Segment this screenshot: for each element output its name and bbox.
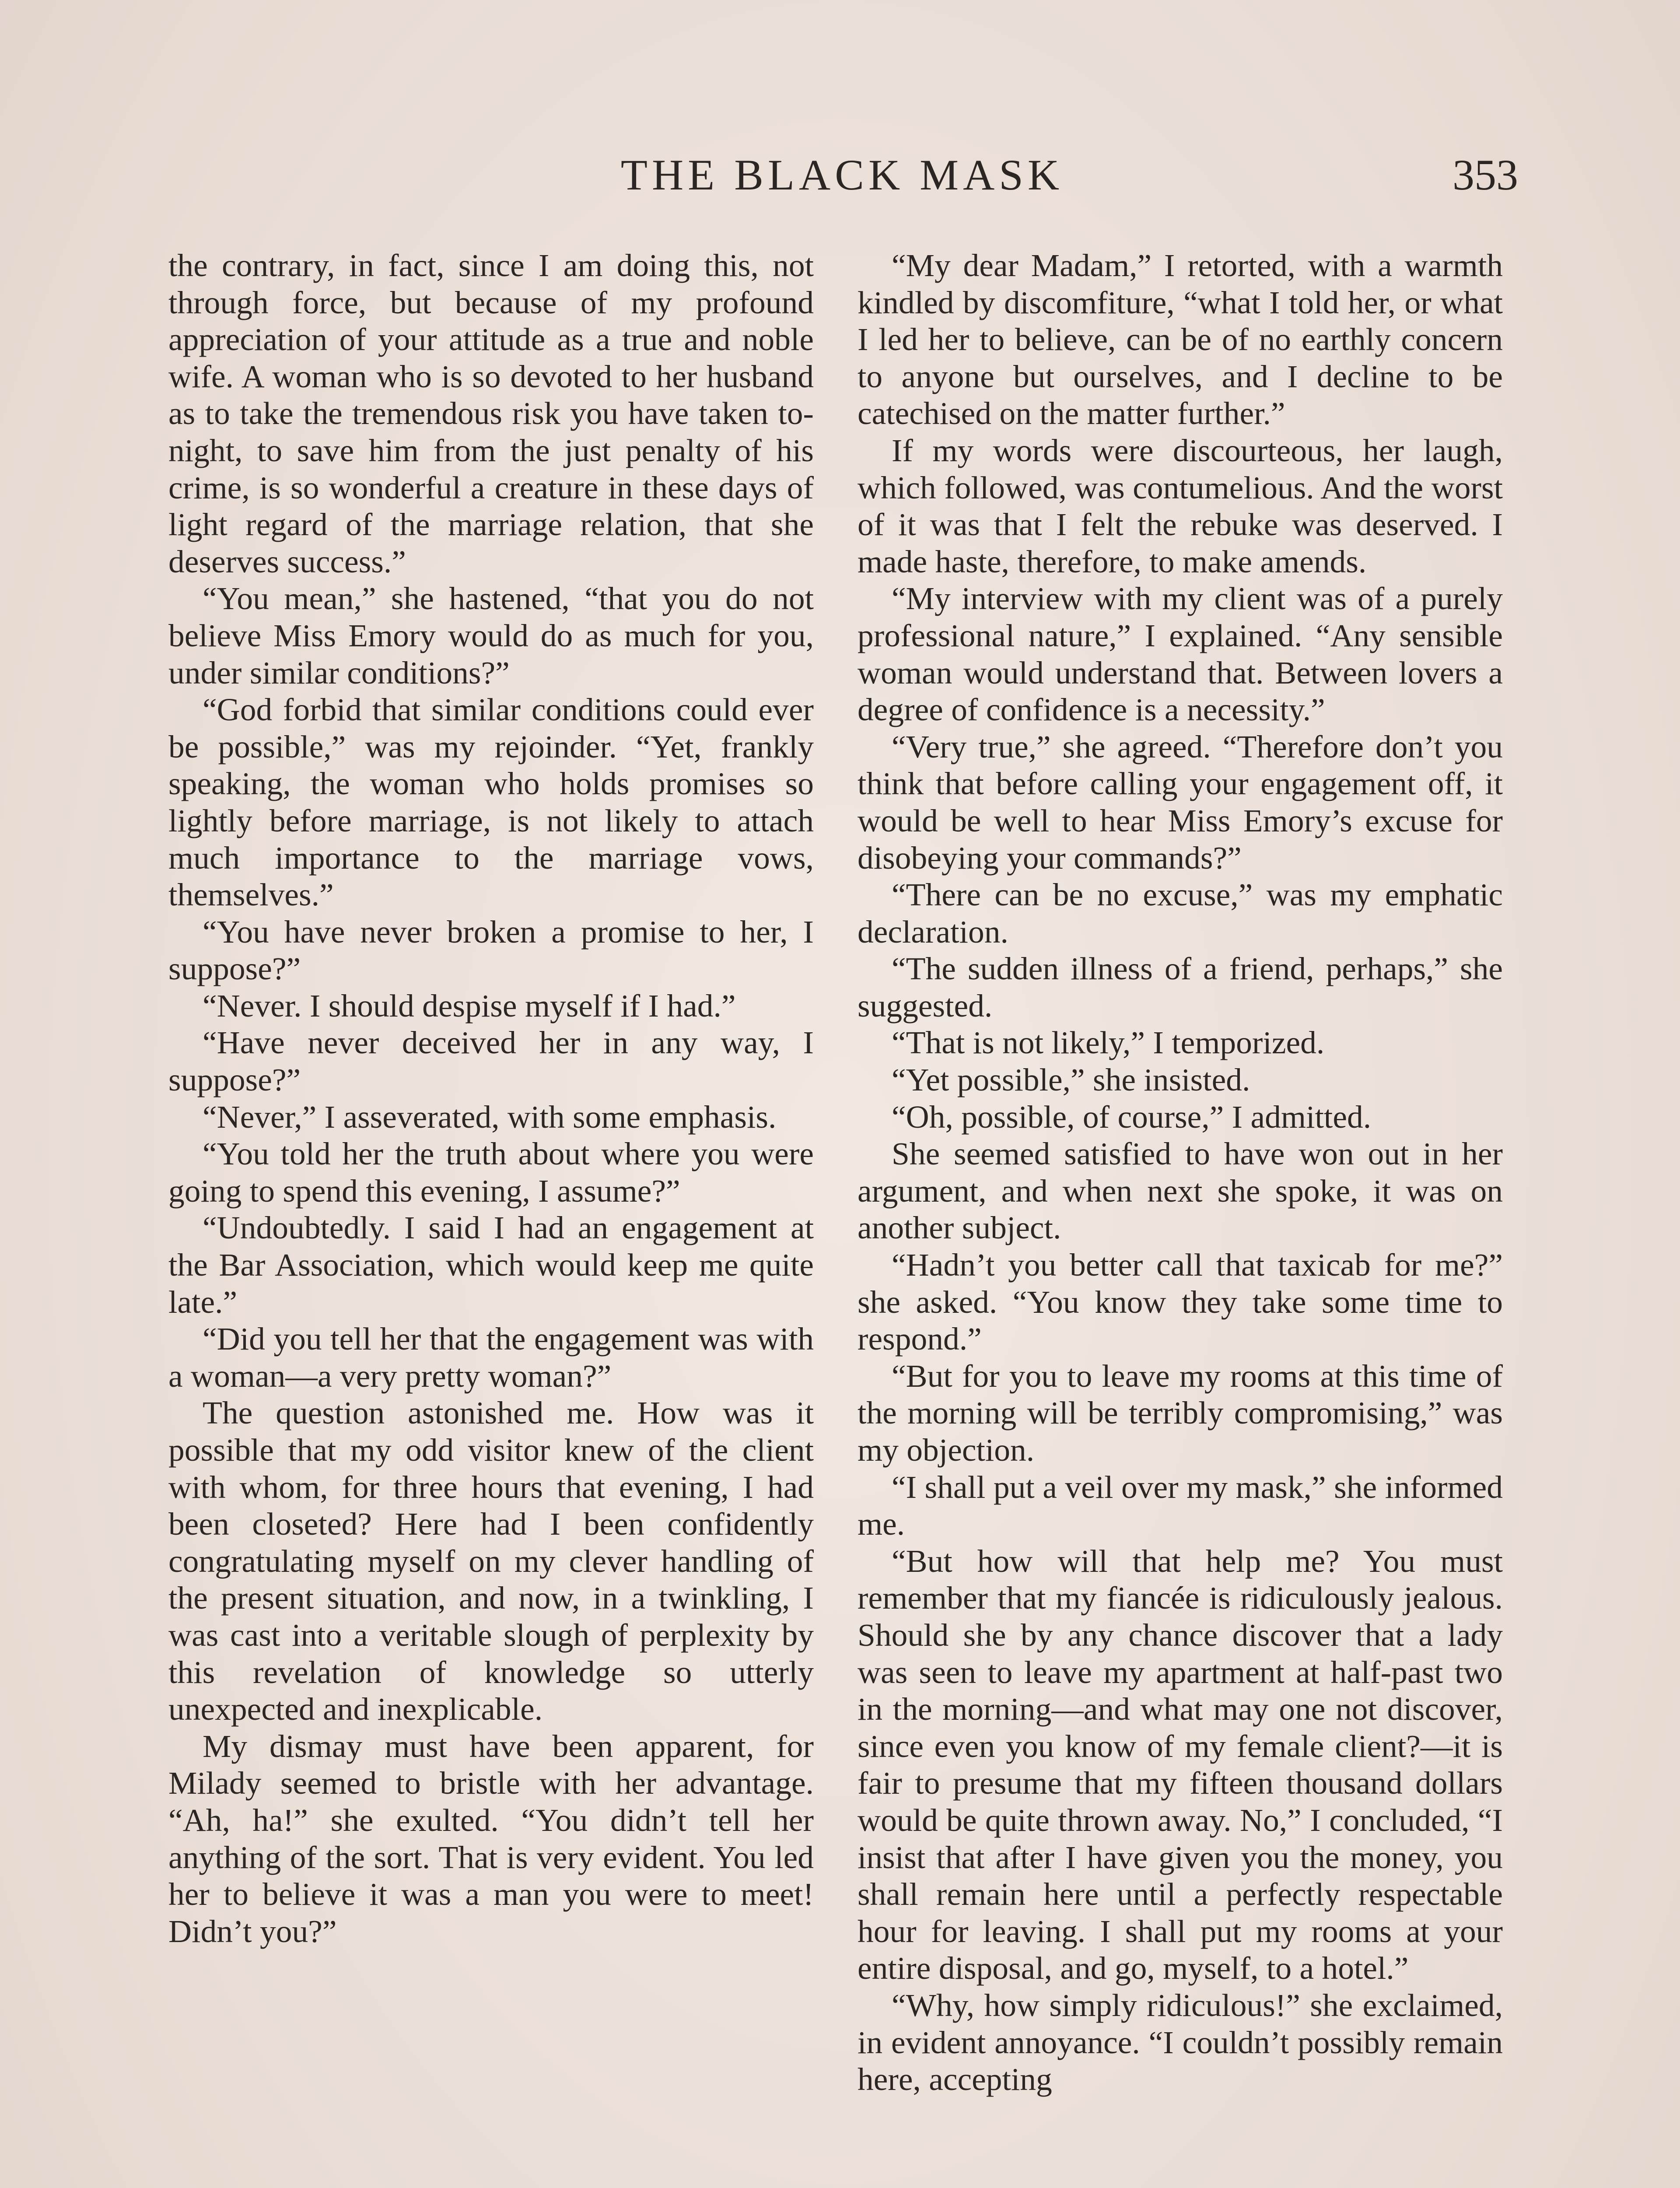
paragraph: “Why, how simply ridiculous!” she exclaimed, in evident annoyance. “I couldn’t possibly remain here, accepting [858, 1987, 1503, 2097]
paragraph: “God forbid that similar conditions could ever be possible,” was my rejoinder. “Yet, frankly speaking, the woman who holds promises so lightly before marriage, is not likely to attach much importance to the marriage vows, themselves.” [168, 692, 814, 913]
paragraph: “Never. I should despise myself if I had.” [203, 988, 736, 1024]
running-head [166, 144, 1518, 206]
paragraph: the contrary, in fact, since I am doing this, not through force, but because of my profound appreciation of your attitude as a true and noble wife. A woman who is so devoted to her husband as to take the tremendous risk you have taken to-night, to save him from the just penalty of his crime, is so wonderful a creature in these days of light regard of the marriage relation, that she deserves success.” [168, 248, 814, 579]
paragraph: “Have never deceived her in any way, I suppose?” [168, 1025, 814, 1098]
paragraph: “There can be no excuse,” was my emphatic declaration. [858, 877, 1503, 950]
paragraph: “That is not likely,” I temporized. [892, 1025, 1325, 1061]
paragraph: She seemed satisfied to have won out in her argument, and when next she spoke, it was on another subject. [858, 1136, 1503, 1246]
paragraph: “My interview with my client was of a purely professional nature,” I explained. “Any sensible woman would understand that. Between lovers a degree of confidence is a necessity.” [858, 581, 1503, 728]
page-number: 353 [1452, 151, 1518, 199]
paragraph: The question astonished me. How was it possible that my odd visitor knew of the client with whom, for three hours that evening, I had been closeted? Here had I been confidently congratulating myself on my clever handling of the present situation, and now, in a twinkling, I was cast into a veritable slough of perplexity by this revelation of knowledge so utterly unexpected and inexplicable. [168, 1395, 814, 1727]
running-title: THE BLACK MASK [620, 151, 1064, 199]
paragraph: “The sudden illness of a friend, perhaps,” she suggested. [858, 951, 1503, 1024]
paragraph: “I shall put a veil over my mask,” she informed me. [858, 1469, 1503, 1542]
paragraph: My dismay must have been apparent, for Milady seemed to bristle with her advantage. “Ah, ha!” she exulted. “You didn’t tell her anything of the sort. That is very evident. You led her to believe it was a man you were to meet! Didn’t you?” [168, 1728, 814, 1949]
paragraph: “Undoubtedly. I said I had an engagement at the Bar Association, which would keep me quite late.” [168, 1210, 814, 1320]
paragraph: “My dear Madam,” I retorted, with a warmth kindled by discomfiture, “what I told her, or what I led her to believe, can be of no earthly concern to anyone but ourselves, and I decline to be catechised on the matter further.” [858, 248, 1503, 431]
paragraph: “Oh, possible, of course,” I admitted. [892, 1099, 1372, 1135]
paragraph: “You have never broken a promise to her, I suppose?” [168, 914, 814, 987]
paragraph: “Yet possible,” she insisted. [892, 1062, 1250, 1098]
left-column [168, 247, 814, 1950]
paragraph: “You mean,” she hastened, “that you do not believe Miss Emory would do as much for you, under similar conditions?” [168, 581, 814, 691]
paragraph: “But how will that help me? You must remember that my fiancée is ridiculously jealous. Should she by any chance discover that a lady was seen to leave my apartment at half-past two in the morning—and what may one not discover, since even you know of my female client?—it is fair to presume that my fifteen thousand dollars would be quite thrown away. No,” I concluded, “I insist that after I have given you the money, you shall remain here until a perfectly respectable hour for leaving. I shall put my rooms at your entire disposal, and go, myself, to a hotel.” [858, 1543, 1503, 1986]
paragraph: If my words were discourteous, her laugh, which followed, was contumelious. And the worst of it was that I felt the rebuke was deserved. I made haste, therefore, to make amends. [858, 432, 1503, 579]
paragraph: “You told her the truth about where you were going to spend this evening, I assume?” [168, 1136, 814, 1209]
paragraph: “Never,” I asseverated, with some emphasis. [203, 1099, 777, 1135]
paragraph: “But for you to leave my rooms at this time of the morning will be terribly compromising,” was my objection. [858, 1358, 1503, 1468]
paragraph: “Hadn’t you better call that taxicab for me?” she asked. “You know they take some time to respond.” [858, 1247, 1503, 1357]
paragraph: “Did you tell her that the engagement was with a woman—a very pretty woman?” [168, 1321, 814, 1394]
right-column [858, 247, 1503, 2098]
paragraph: “Very true,” she agreed. “Therefore don’t you think that before calling your engagement off, it would be well to hear Miss Emory’s excuse for disobeying your commands?” [858, 729, 1503, 876]
